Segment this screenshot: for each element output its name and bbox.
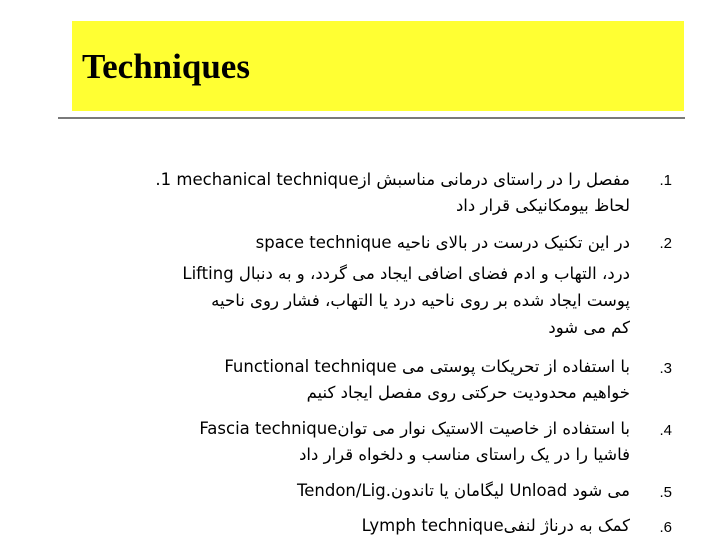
slide-title: Techniques — [82, 47, 250, 86]
item-2-line-3: پوست ایجاد شده بر روی ناحیه درد یا التهاب، فشار روی ناحیه — [211, 291, 630, 310]
item-1-line-1: .1 mechanical techniqueمفصل را در راستای درمانی مناسبش از — [155, 170, 630, 189]
item-5-line-1: Tendon/Lig.لیگامان یا تاندون Unload می شود — [296, 481, 630, 500]
item-6-line-1: Lymph techniqueکمک به درناژ لنفی — [361, 516, 630, 535]
item-number-1: .1 — [659, 172, 672, 189]
item-2-line-1: space technique در این تکنیک درست در بالای ناحیه — [255, 233, 630, 252]
item-4-line-2: فاشیا را در یک راستای مناسب و دلخواه قرار داد — [299, 445, 630, 464]
item-1-line-2: لحاظ بیومکانیکی قرار داد — [455, 196, 630, 215]
item-number-5: .5 — [659, 484, 672, 501]
item-3-line-2: خواهیم محدودیت حرکتی روی مفصل ایجاد کنیم — [306, 383, 630, 402]
item-2-line-2: درد، التهاب و ادم فضای اضافی ایجاد می گردد، و به دنبال Lifting — [182, 264, 630, 283]
item-number-4: .4 — [659, 422, 672, 439]
item-number-6: .6 — [659, 519, 672, 536]
item-number-2: .2 — [659, 235, 672, 252]
item-2-line-4: کم می شود — [548, 318, 630, 337]
item-number-3: .3 — [659, 360, 672, 377]
item-3-line-1: Functional technique با استفاده از تحریکات پوستی می — [224, 357, 630, 376]
item-4-line-1: Fascia techniqueبا استفاده از خاصیت الاستیک نوار می توان — [199, 419, 630, 438]
